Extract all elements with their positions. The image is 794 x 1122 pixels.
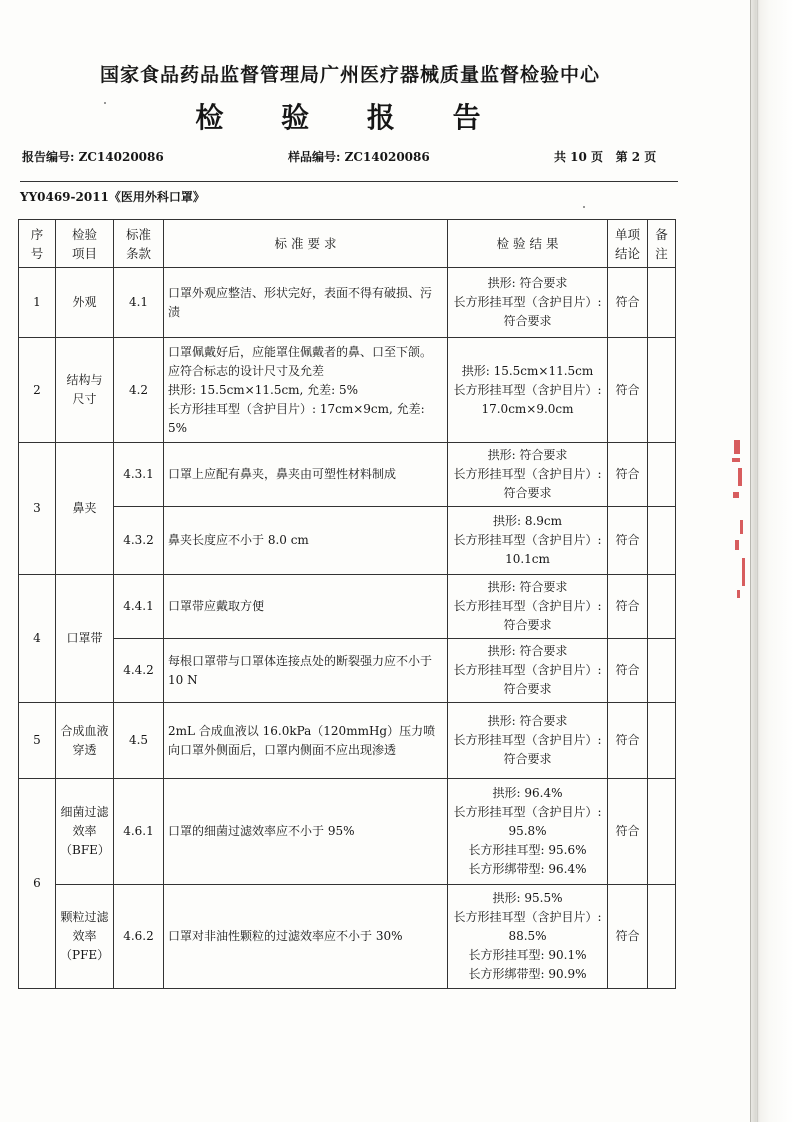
header-requirement: 标 准 要 求: [164, 220, 448, 268]
row-requirement: 口罩外观应整洁、形状完好，表面不得有破损、污渍: [164, 268, 448, 338]
row-requirement: 口罩上应配有鼻夹，鼻夹由可塑性材料制成: [164, 443, 448, 507]
header-no: 序 号: [19, 220, 56, 268]
table-row: [19, 575, 676, 639]
table-row: [19, 703, 676, 779]
report-number-value: ZC14020086: [78, 150, 164, 164]
header-divider: [20, 181, 678, 182]
row-clause: 4.3.2: [114, 507, 164, 575]
row-conclusion: 符合: [608, 443, 648, 507]
table-row: [19, 885, 676, 989]
row-item: 颗粒过滤 效率 （PFE）: [56, 885, 114, 989]
row-clause: 4.1: [114, 268, 164, 338]
row-clause: 4.6.2: [114, 885, 164, 989]
page-edge-line-inner: [757, 0, 758, 1122]
row-requirement: 口罩佩戴好后，应能罩住佩戴者的鼻、口至下颌。应符合标志的设计尺寸及允差 拱形: 15.5cm×11.5cm, 允差: 5% 长方形挂耳型（含护目片）: 17cm×9cm, 允差: 5%: [164, 338, 448, 443]
page-info: 共 10 页 第 2 页: [554, 150, 657, 164]
row-clause: 4.5: [114, 703, 164, 779]
table-row: [19, 268, 676, 338]
row-requirement: 口罩对非油性颗粒的过滤效率应不小于 30%: [164, 885, 448, 989]
table-row: [19, 507, 676, 575]
row-remark: [648, 338, 676, 443]
row-no: 6: [19, 779, 56, 989]
row-remark: [648, 268, 676, 338]
sample-number-value: ZC14020086: [344, 150, 430, 164]
header-result: 检 验 结 果: [448, 220, 608, 268]
row-conclusion: 符合: [608, 268, 648, 338]
row-conclusion: 符合: [608, 639, 648, 703]
table-row: [19, 443, 676, 507]
row-no: 3: [19, 443, 56, 575]
row-item: 细菌过滤 效率 （BFE）: [56, 779, 114, 885]
header-item: 检验 项目: [56, 220, 114, 268]
row-conclusion: 符合: [608, 507, 648, 575]
scan-speck: [583, 206, 585, 208]
row-remark: [648, 779, 676, 885]
sample-number-label: 样品编号:: [288, 150, 341, 164]
row-remark: [648, 507, 676, 575]
header-conclusion: 单项 结论: [608, 220, 648, 268]
row-remark: [648, 443, 676, 507]
table-header-row: [19, 220, 676, 268]
row-clause: 4.3.1: [114, 443, 164, 507]
row-conclusion: 符合: [608, 703, 648, 779]
row-result: 拱形: 96.4% 长方形挂耳型（含护目片）: 95.8% 长方形挂耳型: 95.6% 长方形绑带型: 96.4%: [448, 779, 608, 885]
row-item: 鼻夹: [56, 443, 114, 575]
row-conclusion: 符合: [608, 779, 648, 885]
row-requirement: 口罩带应戴取方便: [164, 575, 448, 639]
table-row: [19, 779, 676, 885]
row-no: 2: [19, 338, 56, 443]
row-conclusion: 符合: [608, 338, 648, 443]
row-result: 拱形: 符合要求 长方形挂耳型（含护目片）: 符合要求: [448, 443, 608, 507]
row-clause: 4.6.1: [114, 779, 164, 885]
row-remark: [648, 639, 676, 703]
row-conclusion: 符合: [608, 575, 648, 639]
row-item: 口罩带: [56, 575, 114, 703]
inspection-table: [18, 219, 676, 989]
table-row: [19, 639, 676, 703]
row-remark: [648, 885, 676, 989]
report-number: [22, 148, 164, 165]
row-requirement: 每根口罩带与口罩体连接点处的断裂强力应不小于 10 N: [164, 639, 448, 703]
row-requirement: 口罩的细菌过滤效率应不小于 95%: [164, 779, 448, 885]
row-result: 拱形: 符合要求 长方形挂耳型（含护目片）: 符合要求: [448, 268, 608, 338]
row-result: 拱形: 95.5% 长方形挂耳型（含护目片）: 88.5% 长方形挂耳型: 90.1% 长方形绑带型: 90.9%: [448, 885, 608, 989]
row-result: 拱形: 15.5cm×11.5cm 长方形挂耳型（含护目片）: 17.0cm×9.0cm: [448, 338, 608, 443]
row-result: 拱形: 符合要求 长方形挂耳型（含护目片）: 符合要求: [448, 575, 608, 639]
row-requirement: 2mL 合成血液以 16.0kPa（120mmHg）压力喷向口罩外侧面后，口罩内侧面不应出现渗透: [164, 703, 448, 779]
page-edge-line: [750, 0, 751, 1122]
row-item: 合成血液 穿透: [56, 703, 114, 779]
organization-name: 国家食品药品监督管理局广州医疗器械质量监督检验中心: [99, 64, 600, 86]
standard-reference: YY0469-2011《医用外科口罩》: [20, 190, 205, 204]
document-title: 检 验 报 告: [195, 101, 505, 134]
row-no: 4: [19, 575, 56, 703]
row-remark: [648, 575, 676, 639]
row-no: 5: [19, 703, 56, 779]
row-clause: 4.2: [114, 338, 164, 443]
row-clause: 4.4.1: [114, 575, 164, 639]
header-remark: 备 注: [648, 220, 676, 268]
row-result: 拱形: 符合要求 长方形挂耳型（含护目片）: 符合要求: [448, 639, 608, 703]
header-clause: 标准 条款: [114, 220, 164, 268]
row-item: 结构与 尺寸: [56, 338, 114, 443]
row-item: 外观: [56, 268, 114, 338]
row-clause: 4.4.2: [114, 639, 164, 703]
row-remark: [648, 703, 676, 779]
row-result: 拱形: 符合要求 长方形挂耳型（含护目片）: 符合要求: [448, 703, 608, 779]
red-seal-fragment: [730, 440, 748, 610]
row-conclusion: 符合: [608, 885, 648, 989]
table-row: [19, 338, 676, 443]
row-no: 1: [19, 268, 56, 338]
row-requirement: 鼻夹长度应不小于 8.0 cm: [164, 507, 448, 575]
row-result: 拱形: 8.9cm 长方形挂耳型（含护目片）: 10.1cm: [448, 507, 608, 575]
report-number-label: 报告编号:: [22, 150, 75, 164]
sample-number: [288, 148, 430, 165]
